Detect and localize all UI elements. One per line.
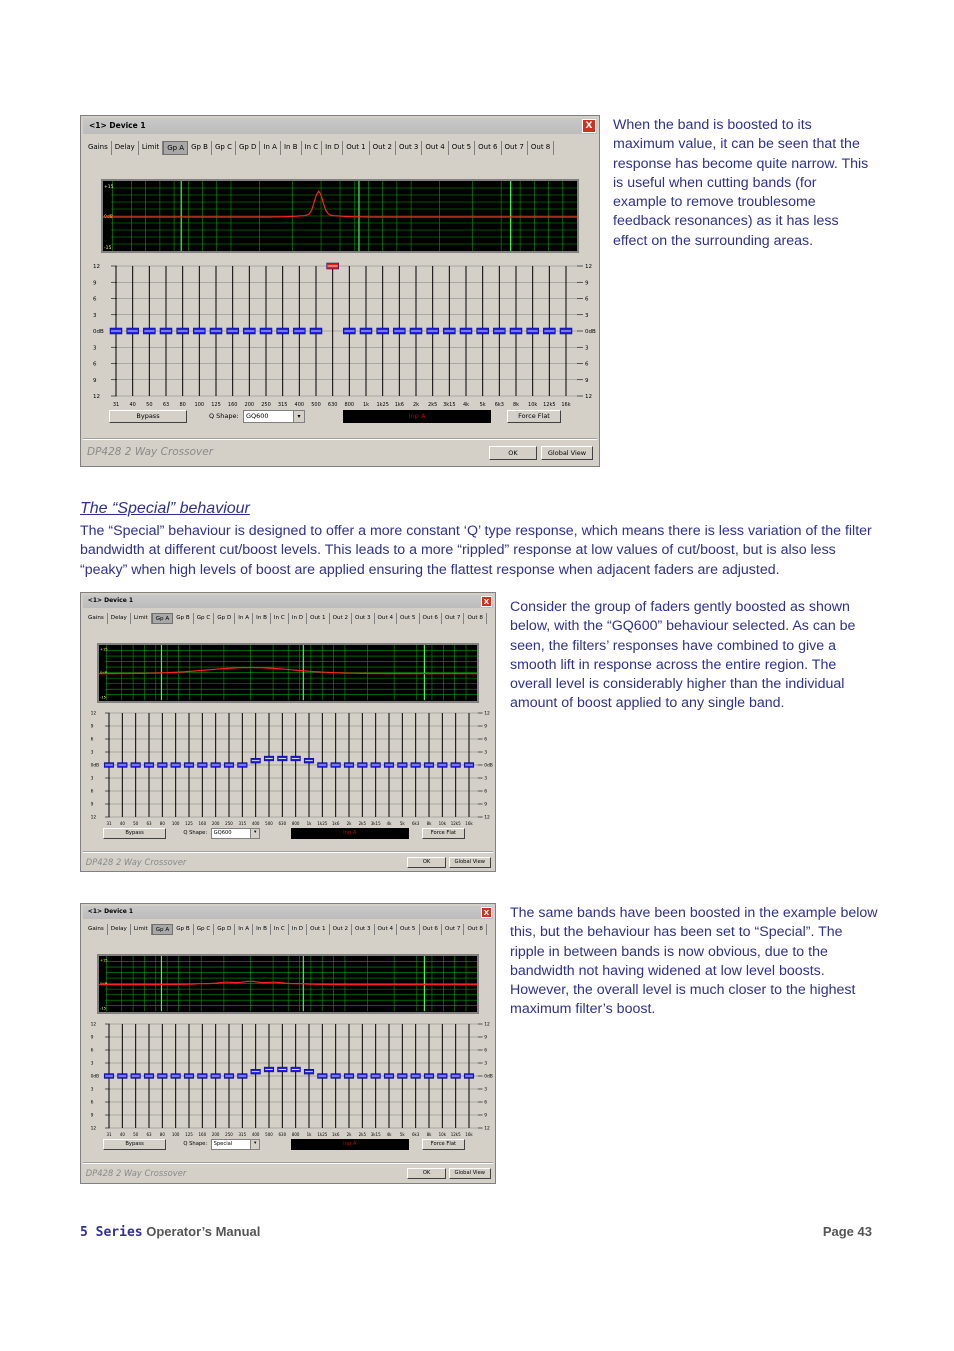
scale-label-right: 0dB <box>585 329 596 335</box>
dialog-footer-title: DP428 2 Way Crossover <box>85 1168 187 1178</box>
q-shape-label: Q Shape: <box>183 1141 208 1148</box>
page-number: Page 43 <box>822 1224 872 1239</box>
frequency-label: 500 <box>311 402 321 408</box>
scale-label-right: 3 <box>484 750 487 756</box>
dialog-title: <1> Device 1 <box>89 121 146 130</box>
scale-label-left: 12 <box>93 264 100 270</box>
graph-db-label: 0dB <box>100 671 108 676</box>
frequency-label: 1k6 <box>331 821 340 826</box>
graph-db-label: +15 <box>100 647 108 652</box>
frequency-label: 2k <box>412 402 420 408</box>
tab-strip <box>85 141 595 155</box>
scale-label-left: 3 <box>90 1061 94 1067</box>
frequency-label: 1k6 <box>394 402 404 408</box>
frequency-label: 1k <box>306 1132 312 1137</box>
scale-label-right: 9 <box>484 1035 487 1041</box>
frequency-label: 2k <box>346 821 352 826</box>
tab-out-5[interactable]: Out 5 <box>397 924 419 935</box>
dialog-title: <1> Device 1 <box>87 597 134 604</box>
scale-label-left: 3 <box>93 345 97 352</box>
scale-label-right: 0dB <box>484 1074 493 1080</box>
paragraph-gq600: Consider the group of faders gently boosted as shown below, with the “GQ600” behaviour selected. As can be seen, the filters’ responses have combined to give a smooth lift in response across the entire region. The overall level is considerably higher than the individual amount of boost applied to any single band. <box>510 599 856 712</box>
ok-button[interactable]: OK <box>489 446 537 460</box>
frequency-label: 2k5 <box>428 402 438 408</box>
paragraph-special-example: The same bands have been boosted in the example below this, but the behaviour has been set to “Special”. The ripple in between bands is now obvious, due to the bandwidth not having widened at low level boosts. However, the overall level is much closer to the highest maximum filter’s boost. <box>510 905 878 1018</box>
frequency-label: 250 <box>225 1132 233 1137</box>
frequency-label: 125 <box>185 821 193 826</box>
frequency-label: 5k <box>399 821 405 826</box>
frequency-label: 80 <box>159 1132 165 1137</box>
frequency-label: 31 <box>106 1132 112 1137</box>
frequency-label: 315 <box>277 402 288 408</box>
tab-in-c[interactable]: In C <box>271 924 289 935</box>
frequency-label: 2k <box>346 1132 352 1137</box>
input-status-display: Inp A <box>291 828 409 838</box>
scale-label-right: 3 <box>585 345 589 352</box>
frequency-label: 31 <box>112 402 120 408</box>
scale-label-left: 9 <box>90 724 94 730</box>
frequency-label: 160 <box>227 402 238 408</box>
frequency-label: 1k <box>306 821 312 826</box>
frequency-label: 125 <box>211 402 221 408</box>
frequency-label: 1k <box>362 402 370 408</box>
response-graph <box>97 954 479 1013</box>
frequency-label: 200 <box>244 402 255 408</box>
tab-out-1[interactable]: Out 1 <box>307 613 329 624</box>
q-shape-value: GQ600 <box>213 830 232 837</box>
tab-gp-b[interactable]: Gp B <box>173 924 194 935</box>
fader-bank <box>81 709 496 839</box>
scale-label-left: 9 <box>90 1113 94 1119</box>
tab-out-5[interactable]: Out 5 <box>397 613 419 624</box>
frequency-label: 1k25 <box>376 402 389 408</box>
frequency-label: 160 <box>198 1132 207 1137</box>
tab-in-b[interactable]: In B <box>253 613 271 624</box>
tab-delay[interactable]: Delay <box>108 924 131 935</box>
frequency-label: 3k15 <box>443 402 456 408</box>
scale-label-left: 12 <box>93 394 100 400</box>
ok-button[interactable]: OK <box>407 857 445 868</box>
frequency-label: 4k <box>386 821 392 826</box>
tab-gp-b[interactable]: Gp B <box>188 141 212 155</box>
frequency-label: 10k <box>438 1132 447 1137</box>
scale-label-right: 12 <box>484 1022 490 1028</box>
frequency-label: 50 <box>133 821 139 826</box>
scale-label-left: 6 <box>93 361 97 368</box>
graph-db-label: -15 <box>100 1006 106 1011</box>
scale-label-right: 3 <box>484 1087 487 1093</box>
scale-label-left: 9 <box>90 802 94 808</box>
eq-dialog-narrow-peak <box>80 115 600 467</box>
frequency-label: 630 <box>278 821 287 826</box>
tab-out-2[interactable]: Out 2 <box>370 141 396 155</box>
scale-label-left: 9 <box>93 280 97 287</box>
tab-out-3[interactable]: Out 3 <box>396 141 422 155</box>
tab-gp-d[interactable]: Gp D <box>214 613 235 624</box>
graph-db-label: 0dB <box>104 215 113 220</box>
response-graph-plot <box>99 956 477 1011</box>
frequency-label: 50 <box>133 1132 139 1137</box>
frequency-label: 40 <box>119 1132 125 1137</box>
force-flat-button[interactable]: Force Flat <box>422 828 465 838</box>
frequency-label: 12k5 <box>450 1132 461 1137</box>
tab-in-b[interactable]: In B <box>281 141 302 155</box>
input-status-display: Inp A <box>343 410 491 423</box>
frequency-label: 16k <box>465 821 473 826</box>
scale-label-right: 12 <box>585 394 592 400</box>
dialog-footer-title: DP428 2 Way Crossover <box>85 857 187 867</box>
tab-in-b[interactable]: In B <box>253 924 271 935</box>
frequency-label: 12k5 <box>450 821 461 826</box>
scale-label-left: 12 <box>90 711 97 717</box>
close-icon[interactable]: X <box>481 907 492 918</box>
tab-out-1[interactable]: Out 1 <box>307 924 329 935</box>
tab-out-1[interactable]: Out 1 <box>343 141 369 155</box>
force-flat-button[interactable]: Force Flat <box>507 410 561 423</box>
scale-label-right: 6 <box>484 789 487 795</box>
ok-button[interactable]: OK <box>407 1168 445 1179</box>
scale-label-right: 9 <box>585 377 589 384</box>
scale-label-left: 6 <box>90 789 94 795</box>
dialog-title-bar[interactable] <box>83 595 493 608</box>
frequency-label: 40 <box>119 821 125 826</box>
scale-label-left: 3 <box>90 750 94 756</box>
scale-label-left: 0dB <box>90 1074 100 1080</box>
scale-label-right: 3 <box>585 312 589 319</box>
tab-out-3[interactable]: Out 3 <box>352 924 374 935</box>
tab-in-a[interactable]: In A <box>260 141 281 155</box>
scale-label-left: 0dB <box>93 329 104 335</box>
frequency-label: 315 <box>238 821 247 826</box>
tab-strip <box>85 924 491 935</box>
graph-db-label: -15 <box>104 246 112 251</box>
frequency-label: 10k <box>438 821 447 826</box>
frequency-label: 5k <box>479 402 486 408</box>
scale-label-left: 9 <box>90 1035 94 1041</box>
scale-label-left: 12 <box>90 1022 97 1028</box>
graph-db-label: 0dB <box>100 982 108 987</box>
scale-label-left: 3 <box>93 312 97 319</box>
tab-out-8[interactable]: Out 8 <box>464 924 486 935</box>
graph-db-label: +15 <box>100 958 108 963</box>
frequency-label: 400 <box>251 821 260 826</box>
frequency-label: 400 <box>294 402 305 408</box>
frequency-label: 6k3 <box>494 402 504 408</box>
scale-label-right: 9 <box>585 280 589 287</box>
footer-manual-title <box>80 1224 260 1240</box>
frequency-label: 125 <box>185 1132 193 1137</box>
frequency-label: 3k15 <box>370 1132 381 1137</box>
tab-out-6[interactable]: Out 6 <box>420 924 442 935</box>
frequency-label: 200 <box>211 1132 220 1137</box>
frequency-label: 800 <box>291 821 300 826</box>
frequency-label: 8k <box>512 402 520 408</box>
scale-label-left: 0dB <box>90 763 100 769</box>
scale-label-right: 12 <box>484 711 490 717</box>
frequency-label: 6k3 <box>411 821 420 826</box>
frequency-label: 2k5 <box>358 1132 367 1137</box>
frequency-label: 63 <box>146 821 152 826</box>
paragraph-special-intro: The “Special” behaviour is designed to offer a more constant ‘Q’ type response, which means there is less variation of the filter bandwidth at different cut/boost levels. This leads to a more “rippled” response at low values of cut/boost, but is also less “peaky” when high levels of boost are applied ensuring the flattest response when adjacent faders are adjusted. <box>80 523 872 578</box>
tab-out-2[interactable]: Out 2 <box>330 924 352 935</box>
bypass-button[interactable]: Bypass <box>103 828 165 838</box>
q-shape-select[interactable] <box>243 410 305 423</box>
tab-out-7[interactable]: Out 7 <box>442 613 464 624</box>
frequency-label: 800 <box>344 402 355 408</box>
fader-bank <box>81 261 600 423</box>
input-status-display: Inp A <box>291 1139 409 1149</box>
scale-label-right: 12 <box>484 1126 490 1132</box>
frequency-label: 4k <box>386 1132 392 1137</box>
section-heading-special: The “Special” behaviour <box>80 500 250 517</box>
tab-gp-b[interactable]: Gp B <box>173 613 194 624</box>
tab-gp-c[interactable]: Gp C <box>212 141 236 155</box>
tab-in-a[interactable]: In A <box>235 924 253 935</box>
close-icon[interactable]: X <box>582 119 596 133</box>
response-graph <box>101 179 579 253</box>
scale-label-right: 9 <box>484 802 487 808</box>
frequency-label: 63 <box>146 1132 152 1137</box>
q-shape-select[interactable] <box>211 828 261 838</box>
tab-in-c[interactable]: In C <box>271 613 289 624</box>
response-graph-plot <box>103 181 577 251</box>
frequency-label: 1k6 <box>331 1132 340 1137</box>
dialog-title: <1> Device 1 <box>87 908 134 915</box>
frequency-label: 100 <box>171 1132 180 1137</box>
tab-gp-a[interactable]: Gp A <box>152 613 174 624</box>
frequency-label: 200 <box>211 821 220 826</box>
chevron-down-icon[interactable]: ▾ <box>250 1140 259 1148</box>
bottom-separator <box>83 851 493 853</box>
scale-label-right: 0dB <box>484 763 493 769</box>
tab-out-4[interactable]: Out 4 <box>375 924 397 935</box>
dialog-title-bar[interactable] <box>83 118 597 134</box>
tab-out-4[interactable]: Out 4 <box>422 141 448 155</box>
tab-gp-a[interactable]: Gp A <box>152 924 174 935</box>
tab-out-4[interactable]: Out 4 <box>375 613 397 624</box>
graph-db-label: +15 <box>104 185 114 190</box>
scale-label-right: 6 <box>484 1100 487 1106</box>
q-shape-label: Q Shape: <box>209 412 239 420</box>
scale-label-left: 6 <box>90 1100 94 1106</box>
tab-delay[interactable]: Delay <box>112 141 139 155</box>
tab-limit[interactable]: Limit <box>139 141 163 155</box>
tab-gains[interactable]: Gains <box>85 613 108 624</box>
frequency-label: 5k <box>399 1132 405 1137</box>
dialog-title-bar[interactable] <box>83 906 493 919</box>
frequency-label: 160 <box>198 821 207 826</box>
tab-delay[interactable]: Delay <box>108 613 131 624</box>
graph-db-label: -15 <box>100 695 106 700</box>
tab-gp-c[interactable]: Gp C <box>194 924 215 935</box>
tab-out-8[interactable]: Out 8 <box>464 613 486 624</box>
frequency-label: 8k <box>426 1132 432 1137</box>
frequency-label: 800 <box>291 1132 300 1137</box>
tab-gains[interactable]: Gains <box>85 924 108 935</box>
chevron-down-icon[interactable]: ▾ <box>250 829 259 837</box>
frequency-label: 500 <box>265 1132 273 1137</box>
frequency-label: 3k15 <box>370 821 381 826</box>
frequency-label: 4k <box>462 402 470 408</box>
bottom-separator <box>83 438 597 440</box>
scale-label-right: 12 <box>484 815 490 821</box>
scale-label-left: 12 <box>90 815 97 821</box>
global-view-button[interactable]: Global View <box>449 1168 491 1179</box>
scale-label-right: 6 <box>484 737 487 743</box>
tab-out-2[interactable]: Out 2 <box>330 613 352 624</box>
frequency-label: 630 <box>327 402 338 408</box>
scale-label-right: 3 <box>484 776 487 782</box>
frequency-label: 100 <box>171 821 180 826</box>
scale-label-right: 6 <box>585 361 589 368</box>
eq-dialog-special-lift <box>80 903 496 1184</box>
tab-out-7[interactable]: Out 7 <box>442 924 464 935</box>
scale-label-left: 3 <box>90 776 94 782</box>
tab-in-c[interactable]: In C <box>302 141 323 155</box>
tab-gains[interactable]: Gains <box>85 141 112 155</box>
tab-out-8[interactable]: Out 8 <box>528 141 554 155</box>
scale-label-right: 9 <box>484 724 487 730</box>
bypass-button[interactable]: Bypass <box>103 1139 165 1149</box>
frequency-label: 1k25 <box>317 821 328 826</box>
scale-label-left: 6 <box>93 296 97 303</box>
scale-label-left: 6 <box>90 1048 94 1054</box>
frequency-label: 2k5 <box>358 821 367 826</box>
frequency-label: 16k <box>561 402 571 408</box>
tab-gp-d[interactable]: Gp D <box>214 924 235 935</box>
tab-limit[interactable]: Limit <box>131 613 152 624</box>
frequency-label: 10k <box>528 402 538 408</box>
bottom-separator <box>83 1162 493 1164</box>
tab-gp-c[interactable]: Gp C <box>194 613 215 624</box>
frequency-label: 40 <box>129 402 136 408</box>
response-graph-plot <box>99 645 477 700</box>
frequency-label: 250 <box>261 402 271 408</box>
paragraph-narrow-response: When the band is boosted to its maximum value, it can be seen that the response has become quite narrow. This is useful when cutting bands (for example to remove troublesome feedback resonances) as it has less effect on the surrounding areas. <box>613 117 869 249</box>
frequency-label: 63 <box>162 402 170 408</box>
frequency-label: 1k25 <box>317 1132 328 1137</box>
scale-label-right: 9 <box>484 1113 487 1119</box>
scale-label-right: 6 <box>585 296 589 303</box>
scale-label-left: 6 <box>90 737 94 743</box>
frequency-label: 100 <box>194 402 205 408</box>
frequency-label: 400 <box>251 1132 260 1137</box>
frequency-label: 250 <box>225 821 233 826</box>
scale-label-left: 9 <box>93 377 97 384</box>
scale-label-right: 12 <box>585 264 592 270</box>
tab-out-6[interactable]: Out 6 <box>475 141 501 155</box>
frequency-label: 8k <box>426 821 432 826</box>
tab-out-7[interactable]: Out 7 <box>502 141 528 155</box>
tab-gp-d[interactable]: Gp D <box>236 141 260 155</box>
frequency-label: 50 <box>146 402 153 408</box>
close-icon[interactable]: X <box>481 596 492 607</box>
q-shape-label: Q Shape: <box>183 830 208 837</box>
bypass-button[interactable]: Bypass <box>109 410 187 423</box>
chevron-down-icon[interactable]: ▾ <box>293 411 304 422</box>
frequency-label: 6k3 <box>411 1132 420 1137</box>
scale-label-left: 12 <box>90 1126 97 1132</box>
tab-in-d[interactable]: In D <box>289 924 307 935</box>
q-shape-value: Special <box>213 1141 233 1148</box>
global-view-button[interactable]: Global View <box>541 446 593 460</box>
tab-in-a[interactable]: In A <box>235 613 253 624</box>
frequency-label: 31 <box>106 821 112 826</box>
q-shape-select[interactable] <box>211 1139 261 1149</box>
fader-bank <box>81 1020 496 1150</box>
tab-out-6[interactable]: Out 6 <box>420 613 442 624</box>
tab-gp-a[interactable]: Gp A <box>163 141 188 155</box>
tab-limit[interactable]: Limit <box>131 924 152 935</box>
scale-label-right: 3 <box>484 1061 487 1067</box>
frequency-label: 16k <box>465 1132 473 1137</box>
tab-in-d[interactable]: In D <box>322 141 343 155</box>
frequency-label: 80 <box>179 402 186 408</box>
frequency-label: 630 <box>278 1132 287 1137</box>
global-view-button[interactable]: Global View <box>449 857 491 868</box>
scale-label-right: 6 <box>484 1048 487 1054</box>
response-graph <box>97 643 479 702</box>
dialog-footer-title: DP428 2 Way Crossover <box>87 446 214 458</box>
tab-out-3[interactable]: Out 3 <box>352 613 374 624</box>
tab-strip <box>85 613 491 624</box>
tab-in-d[interactable]: In D <box>289 613 307 624</box>
series-logo: 5 Series <box>80 1225 143 1240</box>
scale-label-left: 3 <box>90 1087 94 1093</box>
manual-label: Operator’s Manual <box>142 1224 261 1239</box>
frequency-label: 315 <box>238 1132 247 1137</box>
q-shape-value: GQ600 <box>246 412 269 420</box>
frequency-label: 80 <box>159 821 165 826</box>
eq-dialog-gq600-lift <box>80 592 496 872</box>
tab-out-5[interactable]: Out 5 <box>449 141 475 155</box>
frequency-label: 500 <box>265 821 273 826</box>
frequency-label: 12k5 <box>543 402 556 408</box>
force-flat-button[interactable]: Force Flat <box>422 1139 465 1149</box>
